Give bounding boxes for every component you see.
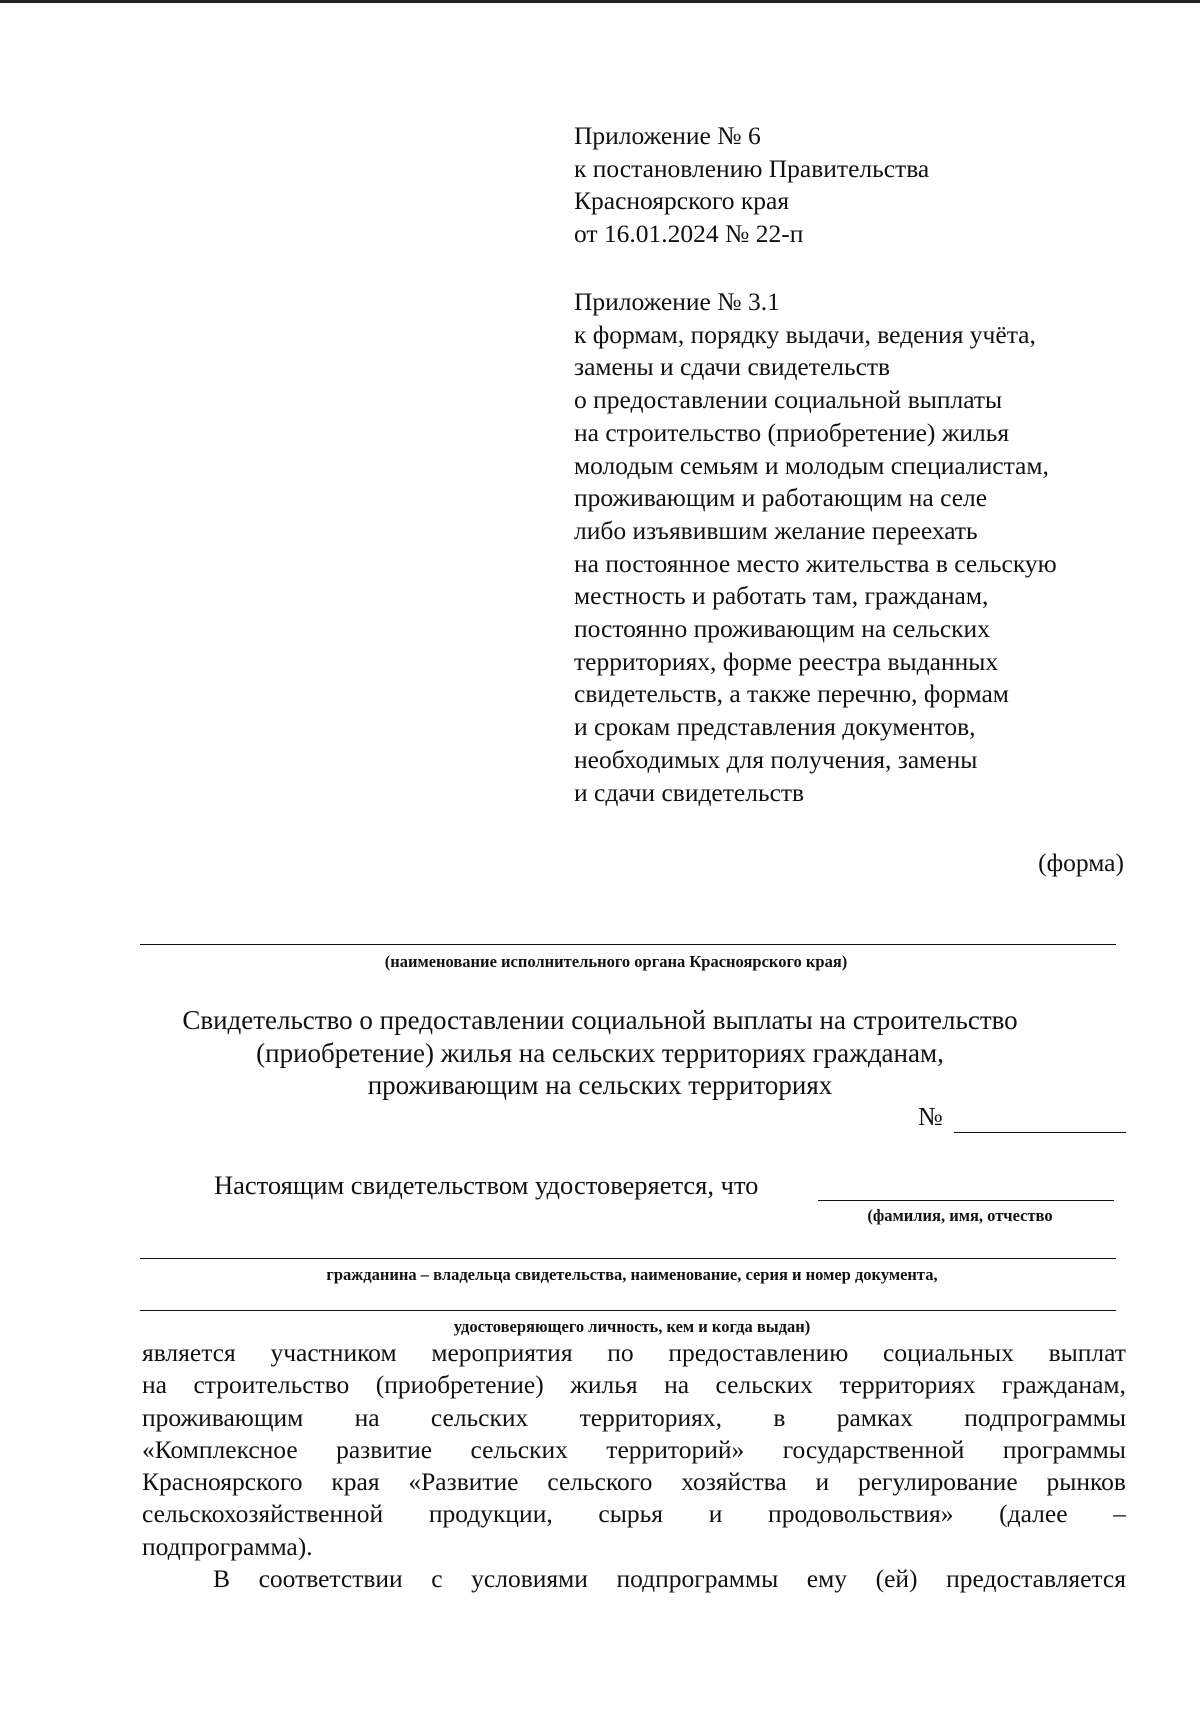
appendix-3-1-header [574, 286, 1057, 809]
identity-fill-line[interactable] [140, 1310, 1116, 1311]
word: по [607, 1338, 634, 1367]
appendix-line: местность и работать там, гражданам, [574, 581, 989, 611]
word: хозяйства [681, 1467, 787, 1497]
word: рынков [1046, 1467, 1126, 1497]
appendix-line: Приложение № 3.1 [574, 287, 780, 316]
word: социальных [883, 1338, 1014, 1367]
number-fill-line[interactable] [954, 1132, 1126, 1133]
appendix-line: на строительство (приобретение) жилья [574, 417, 1010, 447]
word: территорий» [606, 1434, 745, 1464]
word: подпрограмма). [142, 1531, 313, 1561]
appendix-line: к формам, порядку выдачи, ведения учёта, [574, 319, 1036, 349]
appendix-line: Приложение № 6 [574, 121, 761, 150]
appendix-line: и сдачи свидетельств [574, 777, 805, 807]
appendix-line: о предоставлении социальной выплаты [574, 385, 1003, 415]
form-label: (форма) [1038, 848, 1124, 877]
body-line [142, 1498, 1126, 1530]
body-line [142, 1369, 1126, 1401]
word: соответствии [258, 1564, 403, 1594]
word: гражданам, [1001, 1370, 1126, 1400]
body-line [142, 1563, 1126, 1595]
body-line [142, 1402, 1126, 1434]
word: «Комплексное [142, 1434, 298, 1464]
citizen-caption: гражданина – владельца свидетельства, наименование, серия и номер документа, [326, 1265, 938, 1284]
word: подпрограммы [616, 1564, 779, 1594]
appendix-line: свидетельств, а также перечню, формам [574, 679, 1009, 709]
authority-fill-line[interactable] [140, 944, 1116, 945]
word: Красноярского [142, 1467, 303, 1497]
fio-fill-line[interactable] [818, 1200, 1114, 1201]
word: с [431, 1564, 443, 1594]
word: государственной [782, 1434, 965, 1464]
word: территориях, [579, 1402, 723, 1432]
title-line: (приобретение) жилья на сельских территориях гражданам, [256, 1037, 944, 1068]
appendix-line: от 16.01.2024 № 22-п [574, 219, 804, 249]
certify-text: Настоящим свидетельством удостоверяется, что [214, 1170, 759, 1200]
word: сельских [430, 1402, 529, 1432]
word: продовольствия» [768, 1499, 954, 1529]
body-line [142, 1531, 1126, 1563]
word: – [1113, 1499, 1126, 1529]
appendix-line: замены и сдачи свидетельств [574, 352, 891, 382]
word: мероприятия [431, 1338, 573, 1367]
citizen-fill-line[interactable] [140, 1258, 1116, 1259]
word: сельских [715, 1370, 813, 1400]
word: сельскохозяйственной [142, 1499, 384, 1529]
appendix-line: к постановлению Правительства [574, 153, 930, 183]
body-line [142, 1337, 1126, 1369]
word: проживающим [142, 1402, 304, 1432]
word: участником [270, 1338, 397, 1367]
appendix-line: Красноярского края [574, 186, 790, 216]
number-label: № [918, 1102, 943, 1131]
word: сырья [598, 1499, 663, 1529]
word: предоставлению [668, 1338, 849, 1367]
word: В [213, 1564, 231, 1594]
word: строительство [193, 1370, 350, 1400]
word: жилья [570, 1370, 638, 1400]
certificate-body [142, 1337, 1126, 1595]
word: сельских [470, 1434, 568, 1464]
word: на [142, 1370, 167, 1400]
body-line [142, 1434, 1126, 1466]
appendix-line: территориях, форме реестра выданных [574, 646, 999, 676]
word: программы [1002, 1434, 1126, 1464]
appendix-line: либо изъявившим желание переехать [574, 515, 978, 545]
word: является [142, 1338, 236, 1367]
word: (далее [999, 1499, 1068, 1529]
appendix-line: на постоянное место жительства в сельскую [574, 548, 1057, 578]
appendix-line: и срокам представления документов, [574, 712, 976, 742]
identity-caption: удостоверяющего личность, кем и когда выдан) [453, 1317, 811, 1336]
word: рамках [836, 1402, 913, 1432]
fio-caption: (фамилия, имя, отчество [867, 1206, 1053, 1225]
word: условиями [471, 1564, 588, 1594]
title-line: проживающим на сельских территориях [367, 1070, 833, 1100]
word: (ей) [875, 1564, 918, 1594]
title-line: Свидетельство о предоставлении социальной выплаты на строительство [182, 1005, 1018, 1035]
authority-caption: (наименование исполнительного органа Красноярского края) [384, 952, 848, 971]
appendix-line: проживающим и работающим на селе [574, 483, 988, 513]
word: выплат [1048, 1338, 1126, 1367]
appendix-line: молодым семьям и молодым специалистам, [574, 450, 1049, 480]
word: сельского [547, 1467, 653, 1497]
word: регулирование [857, 1467, 1018, 1497]
body-line [142, 1466, 1126, 1498]
word: подпрограммы [964, 1402, 1126, 1432]
appendix-line: постоянно проживающим на сельских [574, 614, 990, 644]
word: территориях [839, 1370, 976, 1400]
word: (приобретение) [375, 1370, 544, 1400]
word: и [815, 1467, 830, 1497]
word: предоставляется [946, 1564, 1126, 1594]
appendix-line: необходимых для получения, замены [574, 744, 978, 774]
word: ему [806, 1564, 848, 1594]
word: на [354, 1402, 380, 1432]
word: «Развитие [408, 1467, 519, 1497]
scan-edge [0, 0, 1200, 3]
word: продукции, [428, 1499, 553, 1529]
word: на [664, 1370, 690, 1400]
word: развитие [336, 1434, 433, 1464]
appendix-6-header [574, 120, 929, 251]
word: края [331, 1467, 380, 1497]
word: в [773, 1402, 786, 1432]
word: и [708, 1499, 723, 1529]
certificate-title [140, 1004, 1060, 1102]
